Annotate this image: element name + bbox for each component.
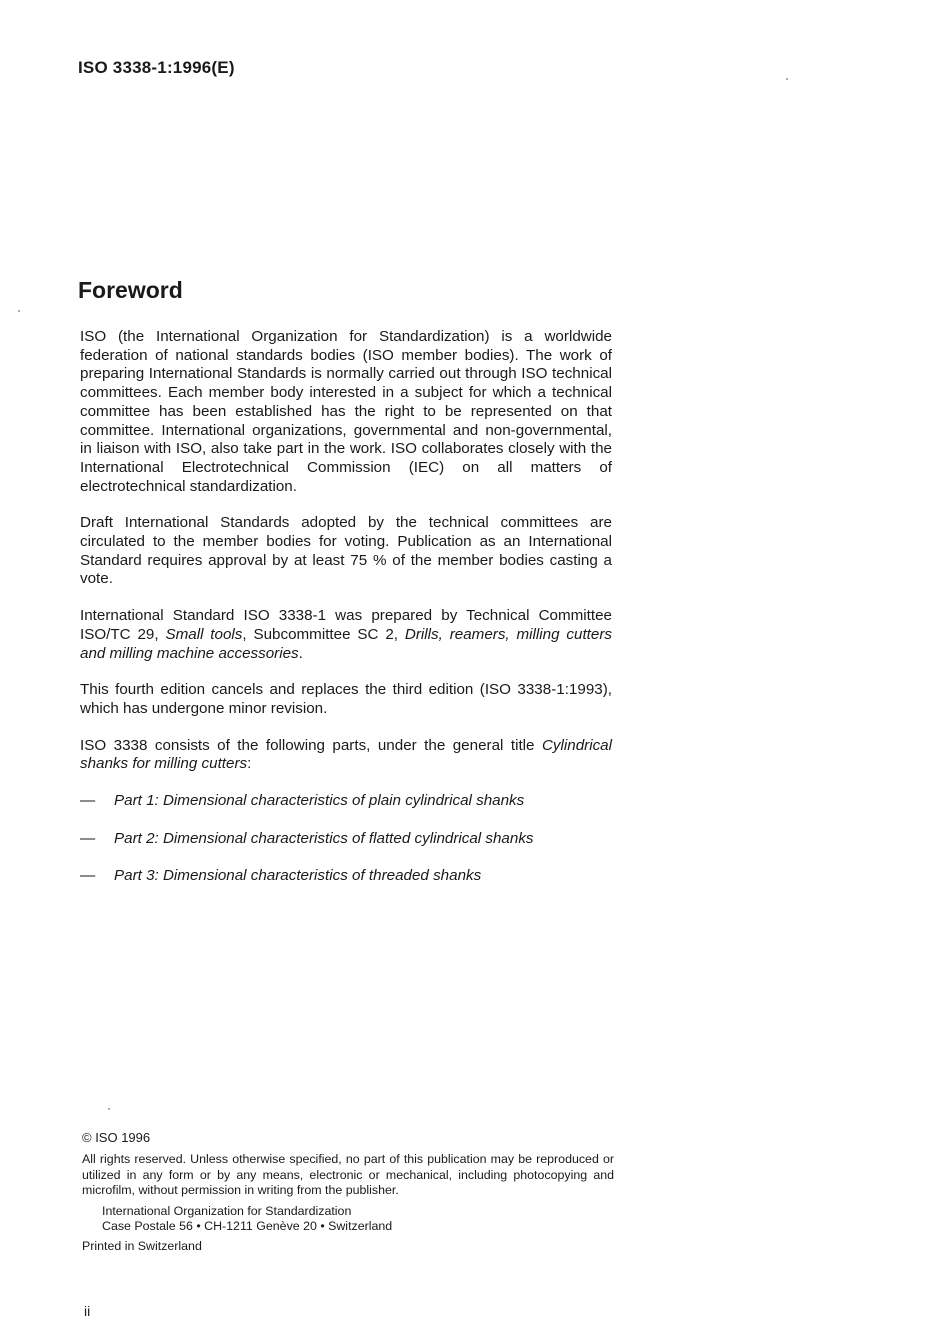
paragraph-draft-standards: Draft International Standards adopted by the technical committees are circulated to the member bodies for voting. Publication as an International Standard requires approval by at least 75 % of the member bodies casting a vote. [80, 514, 612, 588]
part-2-title: Part 2: Dimensional characteristics of flatted cylindrical shanks [114, 829, 534, 847]
list-dash: — [80, 829, 96, 847]
page-number: ii [84, 1303, 91, 1319]
list-dash: — [80, 867, 96, 885]
rights-statement: All rights reserved. Unless otherwise specified, no part of this publication may be reproduced or utilized in any form or by any means, electronic or mechanical, including photocopying and microfilm, without permission in writing from the publisher. [82, 1152, 614, 1198]
part-3-title: Part 3: Dimensional characteristics of threaded shanks [114, 867, 482, 885]
parts-intro-end: : [247, 755, 252, 773]
paragraph-prepared-by [80, 607, 612, 663]
scan-speck [108, 1108, 110, 1110]
parts-intro-text: ISO 3338 consists of the following parts, under the general title [80, 736, 542, 754]
section-title: Foreword [78, 277, 183, 303]
paragraph-parts-intro [80, 737, 612, 774]
prepared-by-text-3: . [298, 644, 303, 662]
document-code: ISO 3338-1:1996(E) [78, 58, 235, 77]
parts-intro-general-title: Cylindrical shanks for milling cutters [80, 736, 612, 773]
part-1-title: Part 1: Dimensional characteristics of plain cylindrical shanks [114, 792, 525, 810]
list-item [80, 867, 612, 886]
printed-in: Printed in Switzerland [82, 1239, 202, 1254]
prepared-by-subcommittee-name: Drills, reamers, milling cutters and milling machine accessories [80, 625, 612, 662]
foreword-body [80, 328, 612, 905]
paragraph-edition-note: This fourth edition cancels and replaces the third edition (ISO 3338-1:1993), which has undergone minor revision. [80, 681, 612, 717]
copyright-notice: © ISO 1996 [82, 1130, 151, 1145]
list-item [80, 792, 612, 811]
publisher-postal-address: Case Postale 56 • CH-1211 Genève 20 • Switzerland [102, 1219, 393, 1234]
list-item [80, 830, 612, 849]
copyright-block [82, 1130, 614, 1255]
paragraph-iso-intro: ISO (the International Organization for Standardization) is a worldwide federation of national standards bodies (ISO member bodies). The work of preparing International Standards is normally carried out through ISO technical committees. Each member body interested in a subject for which a technical committee has been established has the right to be represented on that committee. International organizations, governmental and non-governmental, in liaison with ISO, also take part in the work. ISO collaborates closely with the International Electrotechnical Commission (IEC) on all matters of electrotechnical standardization. [80, 328, 612, 495]
scan-speck [786, 78, 788, 80]
publisher-address [102, 1204, 614, 1235]
parts-list [80, 792, 612, 886]
list-dash: — [80, 792, 96, 810]
scan-speck [18, 310, 20, 312]
prepared-by-committee-name: Small tools [165, 625, 243, 643]
prepared-by-text-1: International Standard ISO 3338-1 was prepared by Technical Committee ISO/TC 29, [80, 607, 612, 643]
prepared-by-text-2: , Subcommittee SC 2, [242, 625, 405, 643]
publisher-name: International Organization for Standardization [102, 1203, 352, 1218]
